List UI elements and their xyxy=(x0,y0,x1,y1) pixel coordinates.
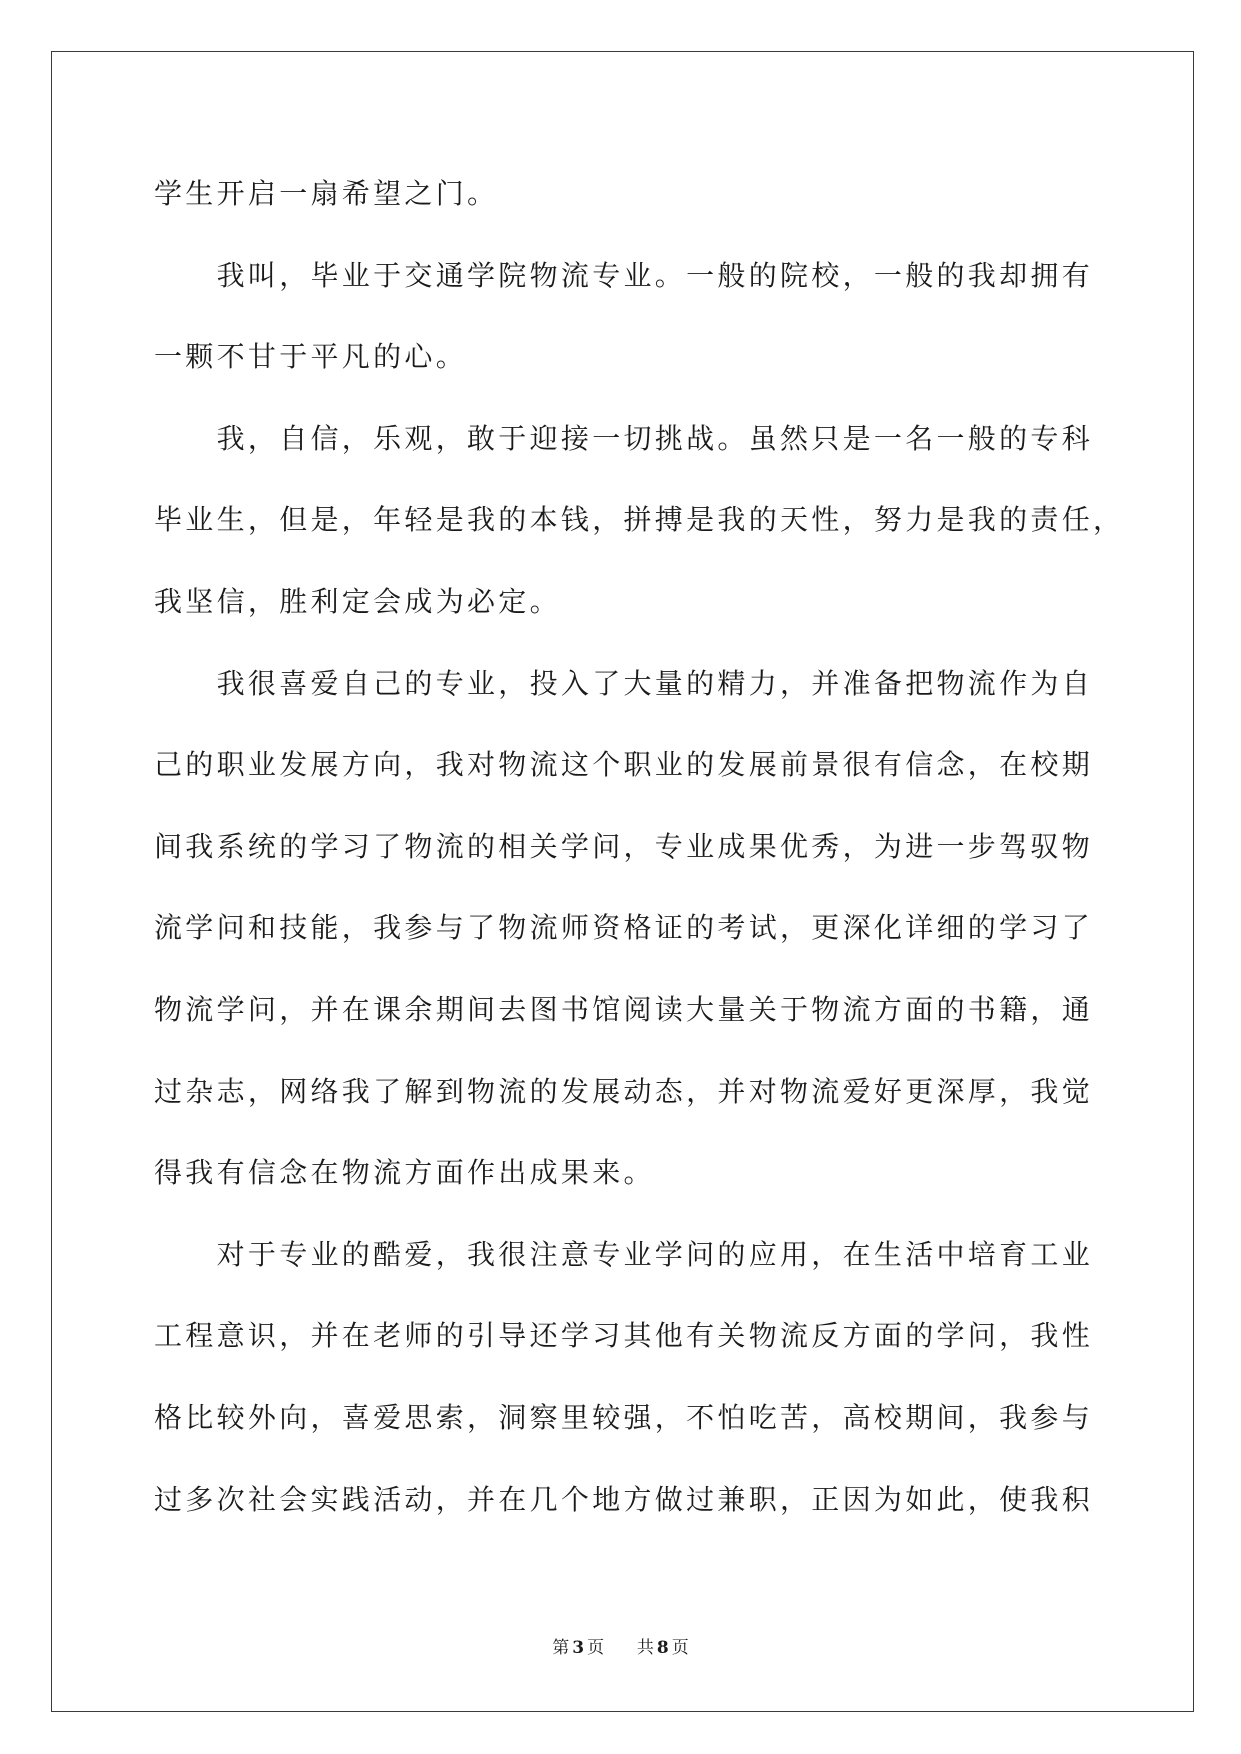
text-line: 己的职业发展方向，我对物流这个职业的发展前景很有信念，在校期 xyxy=(154,748,1094,782)
paragraph xyxy=(154,153,1154,235)
text-line: 过多次社会实践活动，并在几个地方做过兼职，正因为如此，使我积 xyxy=(154,1482,1094,1516)
document-body xyxy=(154,153,1154,1540)
paragraph xyxy=(154,1214,1154,1540)
text-line: 毕业生，但是，年轻是我的本钱，拼搏是我的天性，努力是我的责任， xyxy=(154,503,1125,537)
total-prefix: 共 xyxy=(636,1638,654,1658)
text-line: 物流学问，并在课余期间去图书馆阅读大量关于物流方面的书籍，通 xyxy=(154,992,1094,1026)
page-total-label xyxy=(632,1638,689,1658)
text-line: 过杂志，网络我了解到物流的发展动态，并对物流爱好更深厚，我觉 xyxy=(154,1074,1094,1108)
page-number: 3 xyxy=(572,1638,585,1658)
text-line: 格比较外向，喜爱思索，洞察里较强，不怕吃苦，高校期间，我参与 xyxy=(154,1400,1094,1434)
page-footer xyxy=(0,1636,1241,1660)
text-line: 流学问和技能，我参与了物流师资格证的考试，更深化详细的学习了 xyxy=(154,911,1094,945)
text-line: 我坚信，胜利定会成为必定。 xyxy=(154,584,561,618)
total-suffix: 页 xyxy=(671,1638,689,1658)
page-number-label xyxy=(552,1638,609,1658)
text-line: 得我有信念在物流方面作出成果来。 xyxy=(154,1156,655,1190)
text-line: 我，自信，乐观，敢于迎接一切挑战。虽然只是一名一般的专科 xyxy=(216,421,1093,455)
text-line: 我叫，毕业于交通学院物流专业。一般的院校，一般的我却拥有 xyxy=(216,258,1093,292)
paragraph xyxy=(154,643,1154,1214)
paragraph xyxy=(154,398,1154,643)
text-line: 一颗不甘于平凡的心。 xyxy=(154,340,468,374)
text-line: 间我系统的学习了物流的相关学问，专业成果优秀，为进一步驾驭物 xyxy=(154,829,1094,863)
text-line: 我很喜爱自己的专业，投入了大量的精力，并准备把物流作为自 xyxy=(216,666,1093,700)
text-line: 对于专业的酷爱，我很注意专业学问的应用，在生活中培育工业 xyxy=(216,1237,1093,1271)
paragraph xyxy=(154,235,1154,398)
text-line: 学生开启一扇希望之门。 xyxy=(154,177,499,210)
page-prefix: 第 xyxy=(552,1638,570,1658)
text-line: 工程意识，并在老师的引导还学习其他有关物流反方面的学问，我性 xyxy=(154,1319,1094,1353)
page-suffix: 页 xyxy=(587,1638,605,1658)
total-pages: 8 xyxy=(656,1638,669,1658)
